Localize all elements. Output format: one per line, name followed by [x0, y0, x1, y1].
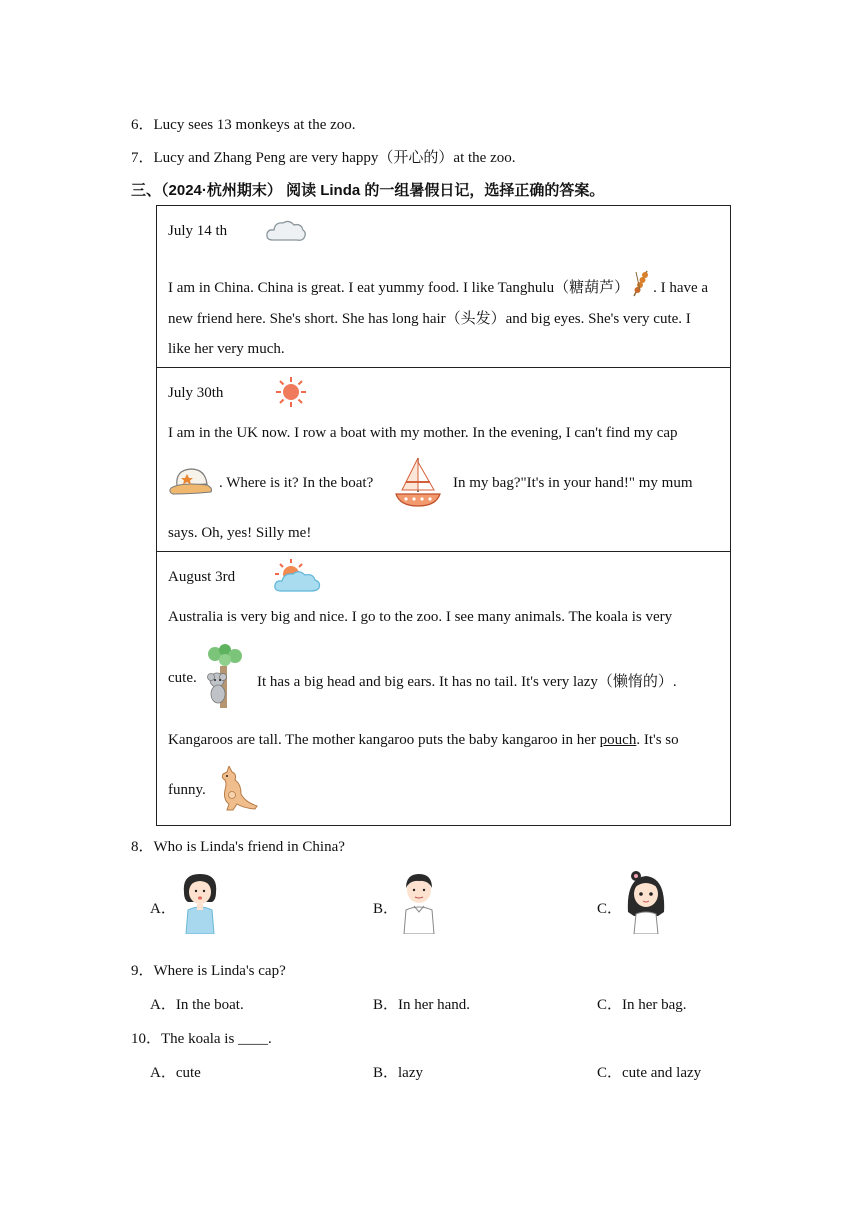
entry-text: . It's so	[636, 732, 679, 748]
entry-text: Kangaroos are tall. The mother kangaroo puts the baby kangaroo in her	[168, 732, 600, 748]
option-10b[interactable]: B．lazy	[373, 1065, 423, 1081]
entry-line: like her very much.	[168, 341, 285, 357]
entry-text: funny.	[168, 782, 206, 798]
diary-entry-july-30	[157, 367, 730, 552]
entry-line: I am in the UK now. I row a boat with my mother. In the evening, I can't find my cap	[168, 425, 678, 441]
cloud-icon	[265, 218, 307, 244]
section-source: （2024·杭州期末）	[161, 182, 282, 199]
option-8a-label[interactable]: A．	[150, 901, 176, 917]
question-6: 6．Lucy sees 13 monkeys at the zoo.	[131, 117, 356, 133]
koala-icon	[203, 644, 247, 708]
boy-icon[interactable]	[398, 870, 440, 934]
question-7: 7．Lucy and Zhang Peng are very happy（开心的）at the zoo.	[131, 150, 516, 166]
option-9c[interactable]: C．In her bag.	[597, 997, 687, 1013]
entry-text: . Where is it? In the boat?	[219, 475, 374, 491]
sun-cloud-icon	[273, 558, 323, 594]
option-10a[interactable]: A．cute	[150, 1065, 201, 1081]
short-hair-girl-icon[interactable]	[176, 868, 224, 934]
option-9b[interactable]: B．In her hand.	[373, 997, 471, 1013]
entry-text: I am in China. China is great. I eat yummy food. I like Tanghulu（糖葫芦）	[168, 280, 630, 296]
entry-date: July 30th	[168, 385, 224, 401]
underlined-word: pouch	[599, 732, 637, 748]
diary-entry-august-3	[157, 551, 730, 825]
question-10: 10．The koala is ____.	[131, 1031, 272, 1047]
sun-icon	[275, 376, 307, 408]
option-8c-label[interactable]: C．	[597, 901, 623, 917]
entry-line: new friend here. She's short. She has long hair（头发）and big eyes. She's very cute. I	[168, 311, 691, 327]
kangaroo-icon	[215, 766, 259, 812]
entry-line: Australia is very big and nice. I go to the zoo. I see many animals. The koala is very	[168, 609, 673, 625]
entry-text: In my bag?"It's in your hand!" my mum	[453, 475, 693, 491]
section-heading	[131, 179, 604, 200]
sailboat-icon	[392, 454, 444, 510]
entry-line: says. Oh, yes! Silly me!	[168, 525, 312, 541]
long-hair-girl-icon[interactable]	[622, 866, 670, 934]
entry-text: . I have a	[653, 280, 709, 296]
entry-date: July 14 th	[168, 223, 228, 239]
entry-line	[168, 268, 708, 298]
entry-text: cute.	[168, 670, 197, 686]
question-8: 8．Who is Linda's friend in China?	[131, 839, 345, 855]
entry-text: It has a big head and big ears. It has no tail. It's very lazy（懒惰的）.	[257, 674, 677, 690]
entry-date: August 3rd	[168, 569, 236, 585]
option-9a[interactable]: A．In the boat.	[150, 997, 244, 1013]
section-number: 三、	[131, 182, 162, 199]
cap-icon	[167, 464, 215, 498]
option-8b-label[interactable]: B．	[373, 901, 399, 917]
diary-entry-july-14	[157, 206, 730, 368]
diary-box	[156, 205, 731, 826]
tanghulu-icon	[631, 268, 651, 298]
question-9: 9．Where is Linda's cap?	[131, 963, 286, 979]
section-instruction: 阅读 Linda 的一组暑假日记，选择正确的答案。	[286, 182, 605, 199]
entry-line	[168, 732, 679, 749]
option-10c[interactable]: C．cute and lazy	[597, 1065, 702, 1081]
